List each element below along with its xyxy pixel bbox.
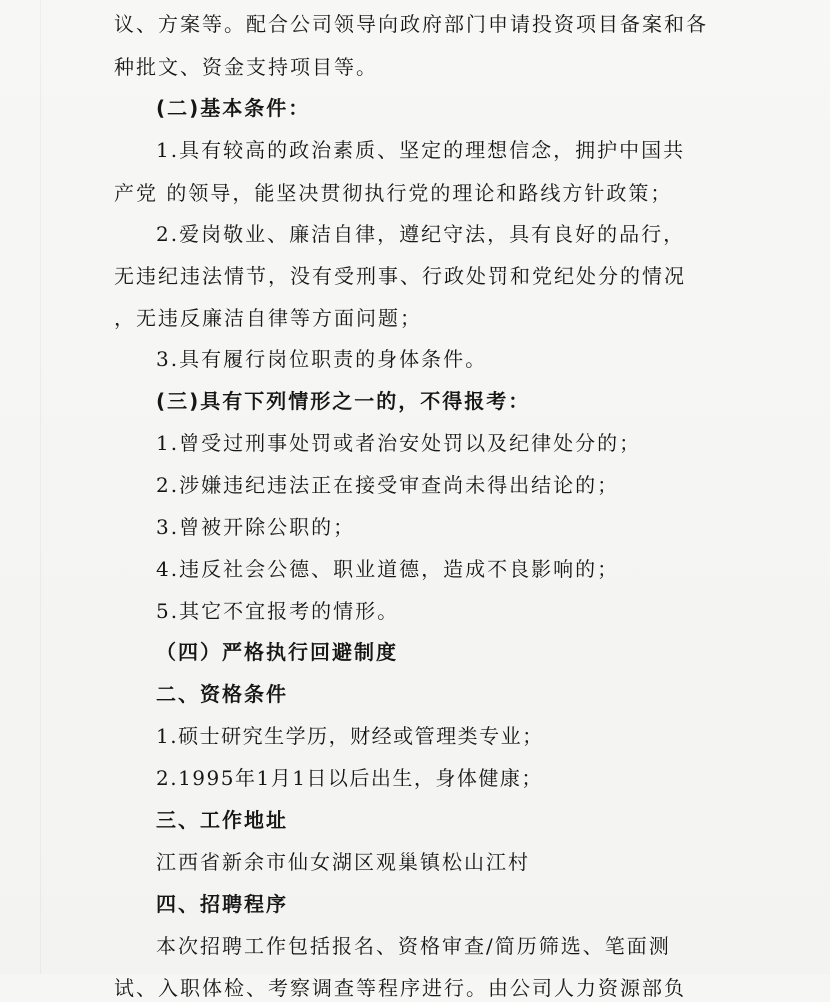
body-line: 1.曾受过刑事处罚或者治安处罚以及纪律处分的； — [156, 431, 642, 455]
section-heading: (二)基本条件： — [156, 96, 311, 120]
body-line: 1.具有较高的政治素质、坚定的理想信念，拥护中国共 — [156, 138, 686, 162]
section-heading: 四、招聘程序 — [156, 892, 288, 916]
body-line: 产党 的领导，能坚决贯彻执行党的理论和路线方针政策； — [114, 181, 673, 205]
section-heading: （四）严格执行回避制度 — [156, 640, 398, 664]
body-line: 3.曾被开除公职的； — [156, 515, 356, 539]
body-line: ，无违反廉洁自律等方面问题； — [114, 306, 422, 330]
body-line: 1.硕士研究生学历，财经或管理类专业； — [156, 724, 544, 748]
body-line: 4.违反社会公德、职业道德，造成不良影响的； — [156, 557, 620, 581]
body-line: 5.其它不宜报考的情形。 — [156, 599, 400, 623]
body-line: 无违纪违法情节，没有受刑事、行政处罚和党纪处分的情况 — [114, 264, 686, 288]
body-line: 试、入职体检、考察调查等程序进行。由公司人力资源部负 — [114, 976, 686, 1000]
section-heading: 三、工作地址 — [156, 808, 288, 832]
body-line: 2.涉嫌违纪违法正在接受审查尚未得出结论的； — [156, 473, 620, 497]
body-line: 2.1995年1月1日以后出生，身体健康； — [156, 766, 543, 790]
scan-mark — [40, 0, 41, 974]
body-line: 议、方案等。配合公司领导向政府部门申请投资项目备案和各 — [114, 12, 708, 36]
section-heading: 二、资格条件 — [156, 682, 288, 706]
body-line: 本次招聘工作包括报名、资格审查/简历筛选、笔面测 — [156, 934, 671, 958]
section-heading: (三)具有下列情形之一的，不得报考： — [156, 389, 531, 413]
body-line: 种批文、资金支持项目等。 — [114, 55, 378, 79]
body-line: 江西省新余市仙女湖区观巢镇松山江村 — [156, 850, 530, 874]
body-line: 2.爱岗敬业、廉洁自律，遵纪守法，具有良好的品行， — [156, 222, 686, 246]
body-line: 3.具有履行岗位职责的身体条件。 — [156, 347, 488, 371]
